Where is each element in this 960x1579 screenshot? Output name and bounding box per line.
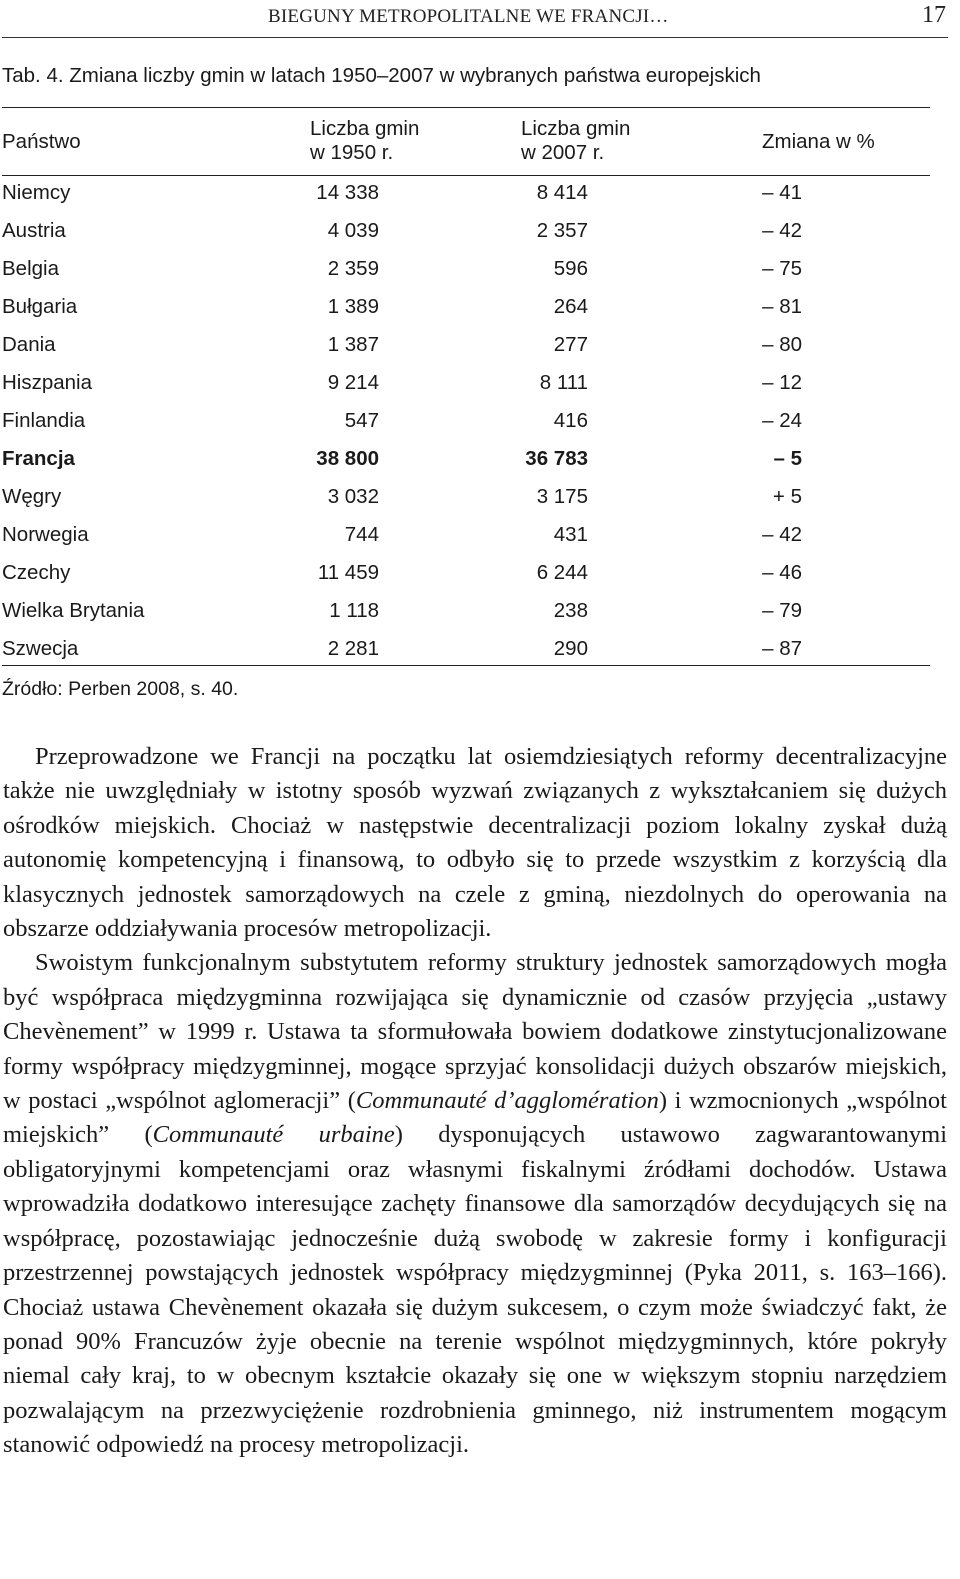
table-row-highlighted bbox=[0, 441, 930, 479]
count-2007-cell: 431 bbox=[553, 523, 588, 546]
column-header-1950-line1: Liczba gmin bbox=[310, 117, 420, 140]
table-row bbox=[0, 517, 930, 555]
paragraph bbox=[3, 946, 947, 1462]
country-cell: Niemcy bbox=[2, 181, 71, 204]
change-cell: – 12 bbox=[762, 371, 802, 394]
table-row bbox=[0, 631, 930, 669]
header-rule bbox=[2, 37, 948, 38]
paragraph-text: ) i wzmocnionych „wspólnot miejskich” ( bbox=[3, 1087, 947, 1149]
country-cell: Finlandia bbox=[2, 409, 86, 432]
running-title: BIEGUNY METROPOLITALNE WE FRANCJI… bbox=[268, 6, 669, 27]
count-1950-cell: 14 338 bbox=[316, 181, 379, 204]
count-1950-cell: 4 039 bbox=[327, 219, 379, 242]
change-cell: – 87 bbox=[762, 637, 802, 660]
change-cell: – 46 bbox=[762, 561, 802, 584]
country-cell: Węgry bbox=[2, 485, 62, 508]
count-1950-cell: 2 359 bbox=[327, 257, 379, 280]
count-1950-cell: 11 459 bbox=[317, 561, 379, 584]
table-row bbox=[0, 479, 930, 517]
column-header-2007-line1: Liczba gmin bbox=[521, 117, 631, 140]
table-caption: Tab. 4. Zmiana liczby gmin w latach 1950–2007 w wybranych państwa europejskich bbox=[2, 64, 761, 87]
country-cell: Dania bbox=[2, 333, 56, 356]
paragraph-text: Swoistym funkcjonalnym substytutem reformy struktury jednostek samorządowych mogła być współpraca międzygminna rozwijająca się dynamicznie od czasów przyjęcia „ustawy Chevènement” w 1999 r. Ustawa ta sformułowała bowiem dodatkowe zinstytucjonalizowane formy współpracy międzygminnej, mogące sprzyjać konsolidacji dużych obszarów miejskich, w postaci „wspólnot aglomeracji” ( bbox=[3, 949, 947, 1115]
change-cell: – 75 bbox=[762, 257, 802, 280]
count-2007-cell: 2 357 bbox=[536, 219, 588, 242]
table-source-note: Źródło: Perben 2008, s. 40. bbox=[2, 678, 239, 700]
table-bottom-rule bbox=[2, 665, 930, 666]
count-1950-cell: 1 118 bbox=[329, 599, 379, 622]
count-1950-cell: 38 800 bbox=[316, 447, 379, 470]
table-row bbox=[0, 555, 930, 593]
body-text bbox=[3, 740, 947, 1463]
count-2007-cell: 8 414 bbox=[536, 181, 588, 204]
change-cell: – 81 bbox=[762, 295, 802, 318]
count-2007-cell: 290 bbox=[553, 637, 588, 660]
count-2007-cell: 277 bbox=[553, 333, 588, 356]
change-cell: – 41 bbox=[762, 181, 802, 204]
change-cell: – 5 bbox=[773, 447, 802, 470]
count-2007-cell: 36 783 bbox=[525, 447, 588, 470]
column-header-change: Zmiana w % bbox=[762, 130, 875, 153]
paragraph: Przeprowadzone we Francji na początku lat osiemdziesiątych reformy decentralizacyjne także nie uwzględniały w istotny sposób wyzwań związanych z wykształcaniem się dużych ośrodków miejskich. Chociaż w następstwie decentralizacji poziom lokalny zyskał dużą autonomię kompetencyjną i finansową, to odbyło się to przede wszystkim z korzyścią dla klasycznych jednostek samorządowych na czele z gminą, niezdolnych do operowania na obszarze oddziaływania procesów metropolizacji. bbox=[3, 743, 947, 943]
count-1950-cell: 1 389 bbox=[327, 295, 379, 318]
count-1950-cell: 9 214 bbox=[327, 371, 379, 394]
country-cell: Hiszpania bbox=[2, 371, 93, 394]
country-cell: Norwegia bbox=[2, 523, 89, 546]
count-2007-cell: 238 bbox=[553, 599, 588, 622]
change-cell: – 42 bbox=[762, 523, 802, 546]
count-1950-cell: 1 387 bbox=[327, 333, 379, 356]
change-cell: – 24 bbox=[762, 409, 802, 432]
country-cell: Austria bbox=[2, 219, 66, 242]
table-top-rule bbox=[2, 107, 930, 108]
table-row bbox=[0, 403, 930, 441]
count-2007-cell: 596 bbox=[553, 257, 588, 280]
country-cell: Francja bbox=[2, 447, 75, 470]
country-cell: Czechy bbox=[2, 561, 71, 584]
count-2007-cell: 8 111 bbox=[539, 371, 588, 394]
country-cell: Bułgaria bbox=[2, 295, 78, 318]
table-row bbox=[0, 213, 930, 251]
column-header-1950 bbox=[310, 117, 419, 165]
table-row bbox=[0, 289, 930, 327]
count-2007-cell: 6 244 bbox=[536, 561, 588, 584]
table-row bbox=[0, 175, 930, 213]
count-2007-cell: 416 bbox=[553, 409, 588, 432]
page-number: 17 bbox=[922, 2, 946, 28]
country-cell: Wielka Brytania bbox=[2, 599, 145, 622]
table-row bbox=[0, 593, 930, 631]
count-1950-cell: 3 032 bbox=[327, 485, 379, 508]
change-cell: – 42 bbox=[762, 219, 802, 242]
change-cell: – 79 bbox=[762, 599, 802, 622]
table-row bbox=[0, 251, 930, 289]
change-cell: + 5 bbox=[772, 485, 802, 508]
country-cell: Szwecja bbox=[2, 637, 79, 660]
italic-term: Communauté d’agglomération bbox=[355, 1087, 659, 1115]
column-header-country: Państwo bbox=[2, 130, 81, 153]
italic-term: Communauté urbaine bbox=[152, 1121, 395, 1149]
column-header-2007-line2: w 2007 r. bbox=[521, 141, 605, 164]
count-2007-cell: 264 bbox=[553, 295, 588, 318]
column-header-2007 bbox=[521, 117, 630, 165]
count-1950-cell: 547 bbox=[344, 409, 379, 432]
change-cell: – 80 bbox=[762, 333, 802, 356]
column-header-1950-line2: w 1950 r. bbox=[310, 141, 394, 164]
paragraph-text: ) dysponujących ustawowo zagwarantowanymi obligatoryjnymi kompetencjami oraz własnymi fiskalnymi źródłami dochodów. Ustawa wprowadziła dodatkowo interesujące zachęty finansowe dla samorządów decydujących się na współpracę, pozostawiając jednocześnie dużą swobodę w zakresie formy i konfiguracji przestrzennej powstających jednostek współpracy międzygminnej (Pyka 2011, s. 163–166). Chociaż ustawa Chevènement okazała się dużym sukcesem, o czym może świadczyć fakt, że ponad 90% Francuzów żyje obecnie na terenie wspólnot międzygminnych, które pokryły niemal cały kraj, to w obecnym kształcie okazały się one w większym stopniu narzędziem pozwalającym na przezwyciężenie rozdrobnienia gminnego, niż instrumentem mogącym stanowić odpowiedź na procesy metropolizacji. bbox=[3, 1121, 948, 1459]
page-header bbox=[0, 0, 960, 40]
country-cell: Belgia bbox=[2, 257, 59, 280]
count-1950-cell: 2 281 bbox=[327, 637, 379, 660]
count-2007-cell: 3 175 bbox=[536, 485, 588, 508]
count-1950-cell: 744 bbox=[344, 523, 379, 546]
table-row bbox=[0, 327, 930, 365]
table-row bbox=[0, 365, 930, 403]
